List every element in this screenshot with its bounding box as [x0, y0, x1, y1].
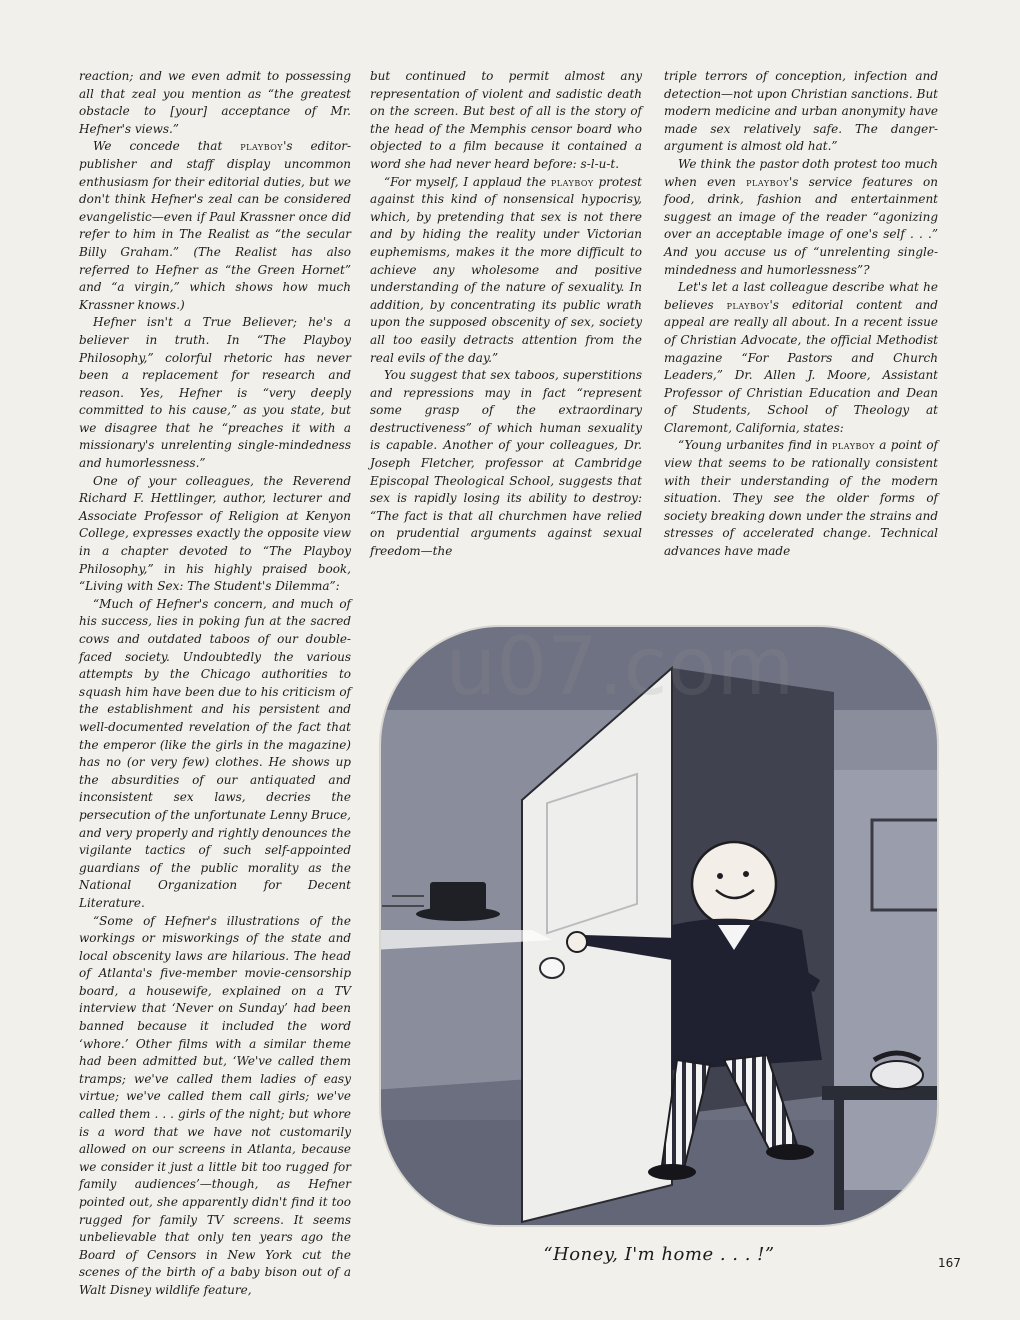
text-column-1 — [79, 68, 351, 1300]
page-number: 167 — [938, 1256, 961, 1270]
paragraph: but continued to permit almost any representation of violent and sadistic death on the screen. But best of all is the story of the head of the Memphis censor board who objected to a film because it contained a word she had never heard before: s-l-u-t. — [370, 69, 642, 171]
text-column-3 — [664, 68, 938, 561]
telephone — [871, 1061, 923, 1089]
paragraph: One of your colleagues, the Reverend Richard F. Hettlinger, author, lecturer and Associate Professor of Religion at Kenyon College, expresses exactly the opposite view in a chapter devoted to “The Playboy Philosophy,” in his highly praised book, “Living with Sex: The Student's Dilemma”: — [79, 473, 351, 594]
magazine-name: playboy — [726, 297, 770, 312]
man-jacket — [672, 919, 822, 1070]
paragraph: We think the pastor doth protest too much when even playboy's service features on food, drink, fashion and entertainment suggest an image of the reader “agonizing over an acceptable image of one's self . . .” And you accuse us of “unrelenting single-mindedness and humorlessness”? — [664, 156, 938, 277]
paragraph: “Some of Hefner's illustrations of the workings or misworkings of the state and local obscenity laws are hilarious. The head of Atlanta's five-member movie-censorship board, a housewife, explained on a TV interview that ‘Never on Sunday’ had been banned because it included the word ‘whore.’ Other films with a similar theme had been admitted but, ‘We've called them tramps; we've called them ladies of easy virtue; we've called them call girls; we've called them . . . girls of the night; but whore is a word that we have not customarily allowed on our screens in Atlanta, because we consider it just a little bit too rugged for family audiences’—though, as Hefner pointed out, she apparently didn't find it too rugged for family TV screens. It seems unbelievable that only ten years ago the Board of Censors in New York cut the scenes of the birth of a baby bison out of a Walt Disney wildlife feature, — [79, 913, 351, 1297]
paragraph: We concede that playboy's editor-publisher and staff display uncommon enthusiasm for their editorial duties, but we don't think Hefner's zeal can be considered evangelistic—even if Paul Krassner once did refer to him in The Realist as “the secular Billy Graham.” (The Realist has also referred to Hefner as “the Green Hornet” and “a virgin,” which shows how much Krassner knows.) — [79, 139, 351, 312]
magazine-name: playboy — [550, 174, 594, 189]
man-head — [692, 842, 776, 926]
paragraph: You suggest that sex taboos, superstitions and repressions may in fact “represent some grasp of the extraordinary destructiveness” of which human sexuality is capable. Another of your colleagues, Dr. Joseph Fletcher, professor at Cambridge Episcopal Theological School, suggests that sex is rapidly losing its ability to destroy: “The fact is that all churchmen have relied on prudential arguments against sexual freedom—the — [370, 368, 642, 559]
magazine-name: playboy — [746, 174, 789, 189]
cartoon-caption: “Honey, I'm home . . . !” — [543, 1244, 775, 1265]
magazine-name: playboy — [240, 139, 284, 154]
paragraph: Let's let a last colleague describe what he believes playboy's editorial content and appeal are really all about. In a recent issue of Christian Advocate, the official Methodist magazine “For Pastors and Church Leaders,” Dr. Allen J. Moore, Assistant Professor of Christian Education and Dean of Students, School of Theology at Claremont, California, states: — [664, 280, 938, 435]
paragraph: triple terrors of conception, infection and detection—not upon Christian sanctions. But modern medicine and urban anonymity have made sex relatively safe. The danger-argument is almost old hat.” — [664, 69, 938, 154]
text-column-2 — [370, 68, 642, 561]
paragraph: “Young urbanites find in playboy a point of view that seems to be rationally consistent with their understanding of the modern situation. They see the older forms of society breaking down under the strains and stresses of accelerated change. Technical advances have made — [664, 438, 939, 559]
paragraph: Hefner isn't a True Believer; he's a believer in truth. In “The Playboy Philosophy,” colorful rhetoric has never been a replacement for research and reason. Yes, Hefner is “very deeply committed to his cause,” as you state, but we disagree that he “preaches it with a missionary's unrelenting single-mindedness and humorlessness.” — [79, 315, 351, 471]
paragraph: “For myself, I applaud the playboy protest against this kind of nonsensical hypocrisy, which, by pretending that sex is not there and by hiding the reality under Victorian euphemisms, makes it the more difficult to achieve any wholesome and positive understanding of the nature of sexuality. In addition, by concentrating its public wrath upon the supposed obscenity of sex, society all too easily detracts attention from the real evils of the day.” — [370, 174, 642, 365]
paragraph: reaction; and we even admit to possessing all that zeal you mention as “the greatest obstacle to [your] acceptance of Mr. Hefner's views.” — [79, 69, 351, 136]
cartoon-illustration — [372, 620, 946, 1232]
door-knob — [540, 958, 564, 978]
magazine-name: playboy — [832, 438, 875, 453]
paragraph: “Much of Hefner's concern, and much of his success, lies in poking fun at the sacred cows and outdated taboos of our double-faced society. Undoubtedly the various attempts by the Chicago authorities to squash him have been due to his criticism of the establishment and his persistent and well-documented revelation of the fact that the emperor (like the girls in the magazine) has no (or very few) clothes. He shows up the absurdities of our antiquated and inconsistent sex laws, decries the persecution of the unfortunate Lenny Bruce, and very properly and rightly denounces the vigilante tactics of such self-appointed guardians of the public morality as the National Organization for Decent Literature. — [79, 596, 351, 910]
